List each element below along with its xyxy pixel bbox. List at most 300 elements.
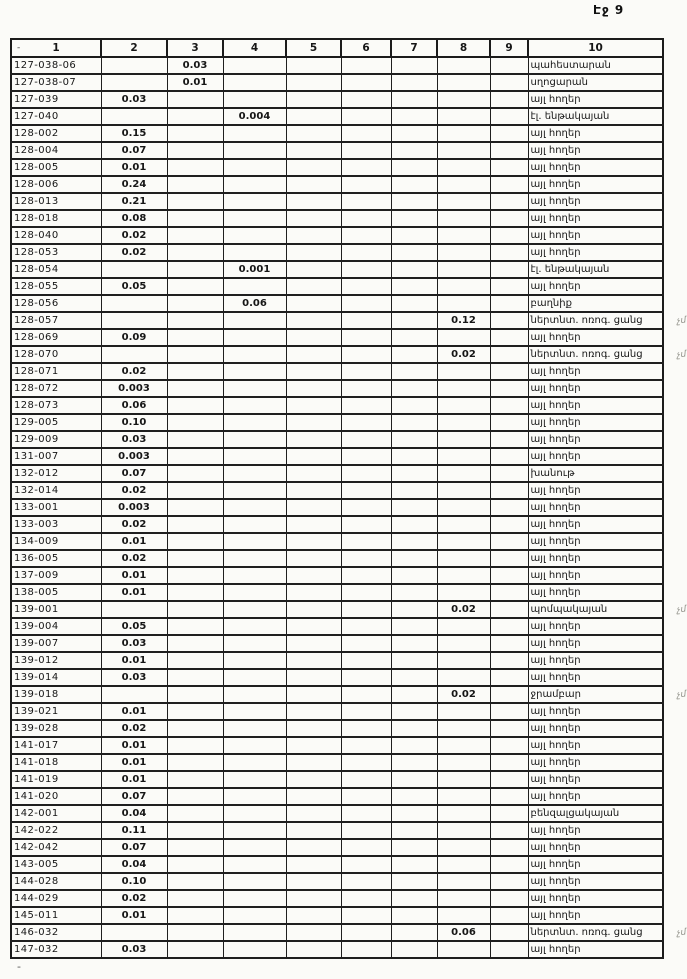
table-row (11, 261, 663, 278)
value-cell-col9 (490, 890, 528, 907)
value-cell-col6 (341, 839, 391, 856)
table-row (11, 754, 663, 771)
value-cell-col9 (490, 74, 528, 91)
value-cell-col7 (391, 567, 437, 584)
value-cell-col7 (391, 890, 437, 907)
value-cell-col8 (437, 652, 490, 669)
value-cell-col8 (437, 941, 490, 958)
value-cell-col7 (391, 924, 437, 941)
value-cell-col8 (437, 193, 490, 210)
value-cell-col3 (167, 295, 223, 312)
value-cell-col4 (223, 91, 286, 108)
value-cell-col4 (223, 465, 286, 482)
value-cell-col4 (223, 567, 286, 584)
value-cell-col8 (437, 822, 490, 839)
value-cell-col7 (391, 329, 437, 346)
value-cell-col7 (391, 227, 437, 244)
value-cell-col9 (490, 431, 528, 448)
value-cell-col8 (437, 108, 490, 125)
parcel-code: 128-004 (11, 142, 101, 159)
value-cell-col5 (286, 550, 341, 567)
value-cell-col3 (167, 805, 223, 822)
value-cell-col6 (341, 312, 391, 329)
table-row (11, 788, 663, 805)
parcel-code: 144-029 (11, 890, 101, 907)
value-cell-col7 (391, 57, 437, 74)
value-cell-col8 (437, 805, 490, 822)
value-cell-col7 (391, 108, 437, 125)
value-cell-col9 (490, 720, 528, 737)
land-use-label: այլ հողեր (528, 431, 663, 448)
value-cell-col7 (391, 363, 437, 380)
value-cell-col2: 0.01 (101, 703, 167, 720)
value-cell-col4 (223, 397, 286, 414)
value-cell-col4 (223, 907, 286, 924)
value-cell-col9 (490, 924, 528, 941)
column-header-2: 2 (101, 39, 167, 57)
table-row (11, 890, 663, 907)
land-use-label: այլ հողեր (528, 533, 663, 550)
value-cell-col7 (391, 754, 437, 771)
value-cell-col6 (341, 516, 391, 533)
value-cell-col8: 0.12 (437, 312, 490, 329)
value-cell-col5 (286, 193, 341, 210)
land-use-label: բաղնիք (528, 295, 663, 312)
value-cell-col7 (391, 601, 437, 618)
value-cell-col3 (167, 380, 223, 397)
value-cell-col4: 0.004 (223, 108, 286, 125)
value-cell-col6 (341, 142, 391, 159)
value-cell-col8 (437, 703, 490, 720)
value-cell-col5 (286, 57, 341, 74)
value-cell-col5 (286, 652, 341, 669)
value-cell-col5 (286, 397, 341, 414)
value-cell-col4 (223, 669, 286, 686)
value-cell-col9 (490, 516, 528, 533)
parcel-code: 139-012 (11, 652, 101, 669)
parcel-code: 147-032 (11, 941, 101, 958)
value-cell-col7 (391, 397, 437, 414)
value-cell-col8: 0.06 (437, 924, 490, 941)
land-use-label: այլ հողեր (528, 652, 663, 669)
value-cell-col3 (167, 210, 223, 227)
value-cell-col5 (286, 720, 341, 737)
value-cell-col3 (167, 601, 223, 618)
parcel-code: 128-013 (11, 193, 101, 210)
value-cell-col7 (391, 414, 437, 431)
value-cell-col7 (391, 652, 437, 669)
value-cell-col5 (286, 941, 341, 958)
value-cell-col5 (286, 363, 341, 380)
value-cell-col2 (101, 295, 167, 312)
parcel-code: 132-014 (11, 482, 101, 499)
table-row (11, 499, 663, 516)
value-cell-col5 (286, 584, 341, 601)
land-use-label: այլ հողեր (528, 414, 663, 431)
value-cell-col9 (490, 57, 528, 74)
value-cell-col7 (391, 822, 437, 839)
parcel-code: 137-009 (11, 567, 101, 584)
value-cell-col7 (391, 720, 437, 737)
value-cell-col6 (341, 601, 391, 618)
table-row (11, 448, 663, 465)
table-row (11, 227, 663, 244)
value-cell-col3 (167, 193, 223, 210)
value-cell-col4 (223, 533, 286, 550)
value-cell-col8 (437, 669, 490, 686)
value-cell-col2: 0.01 (101, 771, 167, 788)
value-cell-col9 (490, 635, 528, 652)
parcel-code: 142-022 (11, 822, 101, 839)
column-header-10: 10 (528, 39, 663, 57)
value-cell-col2: 0.03 (101, 91, 167, 108)
value-cell-col6 (341, 635, 391, 652)
value-cell-col7 (391, 346, 437, 363)
value-cell-col6 (341, 125, 391, 142)
value-cell-col2: 0.02 (101, 720, 167, 737)
column-header-8: 8 (437, 39, 490, 57)
parcel-code: 128-073 (11, 397, 101, 414)
table-row (11, 397, 663, 414)
value-cell-col4 (223, 193, 286, 210)
corner-mark: - (17, 43, 21, 53)
land-use-label: ներտնտ. ոռոգ. ցանց չմ (528, 346, 663, 363)
value-cell-col5 (286, 227, 341, 244)
value-cell-col7 (391, 771, 437, 788)
stray-mark: - (17, 960, 21, 973)
value-cell-col4 (223, 363, 286, 380)
value-cell-col6 (341, 771, 391, 788)
value-cell-col6 (341, 176, 391, 193)
value-cell-col6 (341, 295, 391, 312)
value-cell-col3 (167, 176, 223, 193)
value-cell-col3 (167, 550, 223, 567)
value-cell-col4 (223, 618, 286, 635)
value-cell-col8 (437, 74, 490, 91)
parcel-code: 128-006 (11, 176, 101, 193)
land-use-label: այլ հողեր (528, 516, 663, 533)
value-cell-col6 (341, 754, 391, 771)
land-use-label: այլ հողեր (528, 618, 663, 635)
value-cell-col6 (341, 414, 391, 431)
value-cell-col2 (101, 108, 167, 125)
parcel-code: 128-069 (11, 329, 101, 346)
value-cell-col2: 0.05 (101, 618, 167, 635)
value-cell-col4 (223, 57, 286, 74)
parcel-code: 129-009 (11, 431, 101, 448)
value-cell-col6 (341, 720, 391, 737)
value-cell-col5 (286, 737, 341, 754)
value-cell-col4 (223, 380, 286, 397)
value-cell-col5 (286, 431, 341, 448)
value-cell-col3 (167, 652, 223, 669)
value-cell-col2: 0.07 (101, 142, 167, 159)
value-cell-col3 (167, 584, 223, 601)
value-cell-col8 (437, 482, 490, 499)
value-cell-col4 (223, 74, 286, 91)
land-use-label: ներտնտ. ոռոգ. ցանց չմ (528, 924, 663, 941)
value-cell-col3 (167, 312, 223, 329)
value-cell-col2 (101, 74, 167, 91)
column-header-6: 6 (341, 39, 391, 57)
value-cell-col9 (490, 312, 528, 329)
value-cell-col8 (437, 873, 490, 890)
value-cell-col4 (223, 516, 286, 533)
table-row (11, 550, 663, 567)
table-row (11, 703, 663, 720)
value-cell-col4 (223, 312, 286, 329)
value-cell-col3 (167, 414, 223, 431)
value-cell-col5 (286, 873, 341, 890)
value-cell-col3 (167, 771, 223, 788)
value-cell-col9 (490, 414, 528, 431)
table-row (11, 431, 663, 448)
land-use-label: այլ հողեր (528, 329, 663, 346)
value-cell-col7 (391, 431, 437, 448)
value-cell-col4 (223, 482, 286, 499)
value-cell-col9 (490, 822, 528, 839)
value-cell-col5 (286, 346, 341, 363)
value-cell-col4 (223, 142, 286, 159)
column-header-7: 7 (391, 39, 437, 57)
value-cell-col8: 0.02 (437, 601, 490, 618)
parcel-code: 128-056 (11, 295, 101, 312)
value-cell-col8 (437, 465, 490, 482)
value-cell-col3 (167, 533, 223, 550)
value-cell-col3 (167, 448, 223, 465)
parcel-code: 128-018 (11, 210, 101, 227)
table-row (11, 312, 663, 329)
value-cell-col4 (223, 329, 286, 346)
value-cell-col2: 0.21 (101, 193, 167, 210)
value-cell-col3 (167, 278, 223, 295)
parcel-code: 136-005 (11, 550, 101, 567)
land-use-label: այլ հողեր (528, 499, 663, 516)
table-row (11, 329, 663, 346)
value-cell-col9 (490, 839, 528, 856)
table-row (11, 567, 663, 584)
land-use-label: այլ հողեր (528, 397, 663, 414)
value-cell-col5 (286, 686, 341, 703)
parcel-code: 128-053 (11, 244, 101, 261)
value-cell-col3 (167, 465, 223, 482)
value-cell-col9 (490, 873, 528, 890)
value-cell-col6 (341, 431, 391, 448)
value-cell-col2: 0.01 (101, 737, 167, 754)
value-cell-col7 (391, 295, 437, 312)
value-cell-col5 (286, 703, 341, 720)
value-cell-col3 (167, 754, 223, 771)
table-row (11, 57, 663, 74)
value-cell-col7 (391, 261, 437, 278)
table-row (11, 720, 663, 737)
value-cell-col5 (286, 414, 341, 431)
value-cell-col6 (341, 448, 391, 465)
table-row (11, 635, 663, 652)
value-cell-col6 (341, 890, 391, 907)
value-cell-col7 (391, 941, 437, 958)
value-cell-col9 (490, 176, 528, 193)
value-cell-col3 (167, 142, 223, 159)
parcel-code: 128-072 (11, 380, 101, 397)
value-cell-col8 (437, 839, 490, 856)
value-cell-col4 (223, 635, 286, 652)
value-cell-col5 (286, 176, 341, 193)
value-cell-col2 (101, 57, 167, 74)
land-use-label: այլ հողեր (528, 737, 663, 754)
value-cell-col5 (286, 771, 341, 788)
value-cell-col5 (286, 669, 341, 686)
value-cell-col9 (490, 652, 528, 669)
land-use-label: ներտնտ. ոռոգ. ցանց չմ (528, 312, 663, 329)
parcel-code: 128-070 (11, 346, 101, 363)
value-cell-col8 (437, 907, 490, 924)
value-cell-col5 (286, 839, 341, 856)
value-cell-col7 (391, 686, 437, 703)
value-cell-col7 (391, 839, 437, 856)
value-cell-col6 (341, 91, 391, 108)
land-use-label: այլ հողեր (528, 227, 663, 244)
value-cell-col2: 0.08 (101, 210, 167, 227)
table-body (11, 57, 687, 958)
value-cell-col4 (223, 584, 286, 601)
value-cell-col5 (286, 465, 341, 482)
value-cell-col7 (391, 159, 437, 176)
value-cell-col3 (167, 91, 223, 108)
value-cell-col2 (101, 686, 167, 703)
value-cell-col5 (286, 805, 341, 822)
parcel-code: 138-005 (11, 584, 101, 601)
value-cell-col6 (341, 873, 391, 890)
table-row (11, 601, 663, 618)
value-cell-col6 (341, 278, 391, 295)
value-cell-col3 (167, 856, 223, 873)
value-cell-col8 (437, 414, 490, 431)
parcel-code: 141-017 (11, 737, 101, 754)
value-cell-col4 (223, 822, 286, 839)
value-cell-col7 (391, 618, 437, 635)
value-cell-col3 (167, 516, 223, 533)
value-cell-col7 (391, 499, 437, 516)
value-cell-col5 (286, 108, 341, 125)
table-row (11, 618, 663, 635)
value-cell-col6 (341, 57, 391, 74)
value-cell-col8 (437, 227, 490, 244)
value-cell-col3 (167, 890, 223, 907)
value-cell-col3 (167, 737, 223, 754)
land-use-label: այլ հողեր (528, 550, 663, 567)
land-table (10, 38, 687, 959)
value-cell-col3 (167, 941, 223, 958)
value-cell-col6 (341, 822, 391, 839)
land-use-label: այլ հողեր (528, 839, 663, 856)
land-use-label: այլ հողեր (528, 142, 663, 159)
value-cell-col6 (341, 329, 391, 346)
parcel-code: 133-003 (11, 516, 101, 533)
value-cell-col9 (490, 142, 528, 159)
land-use-label: այլ հողեր (528, 635, 663, 652)
value-cell-col9 (490, 482, 528, 499)
value-cell-col2: 0.01 (101, 567, 167, 584)
value-cell-col6 (341, 261, 391, 278)
value-cell-col9 (490, 346, 528, 363)
value-cell-col6 (341, 499, 391, 516)
value-cell-col9 (490, 856, 528, 873)
value-cell-col3 (167, 261, 223, 278)
land-use-label: այլ հողեր (528, 941, 663, 958)
table-row (11, 482, 663, 499)
table-row (11, 584, 663, 601)
value-cell-col6 (341, 567, 391, 584)
value-cell-col2: 0.06 (101, 397, 167, 414)
value-cell-col8 (437, 567, 490, 584)
value-cell-col3 (167, 482, 223, 499)
value-cell-col7 (391, 125, 437, 142)
value-cell-col6 (341, 907, 391, 924)
value-cell-col4 (223, 652, 286, 669)
land-use-label: բենզալցակայան (528, 805, 663, 822)
value-cell-col4 (223, 720, 286, 737)
value-cell-col6 (341, 550, 391, 567)
value-cell-col9 (490, 805, 528, 822)
value-cell-col9 (490, 125, 528, 142)
value-cell-col8 (437, 278, 490, 295)
value-cell-col6 (341, 652, 391, 669)
land-use-label: այլ հողեր (528, 193, 663, 210)
value-cell-col8 (437, 57, 490, 74)
value-cell-col8 (437, 91, 490, 108)
value-cell-col2 (101, 312, 167, 329)
value-cell-col4 (223, 771, 286, 788)
value-cell-col7 (391, 193, 437, 210)
value-cell-col2: 0.02 (101, 482, 167, 499)
value-cell-col7 (391, 635, 437, 652)
value-cell-col9 (490, 601, 528, 618)
value-cell-col2: 0.07 (101, 465, 167, 482)
land-use-label: այլ հողեր (528, 754, 663, 771)
table-row (11, 414, 663, 431)
value-cell-col5 (286, 380, 341, 397)
value-cell-col7 (391, 465, 437, 482)
value-cell-col7 (391, 278, 437, 295)
value-cell-col9 (490, 754, 528, 771)
value-cell-col4 (223, 414, 286, 431)
value-cell-col6 (341, 856, 391, 873)
value-cell-col9 (490, 567, 528, 584)
value-cell-col9 (490, 363, 528, 380)
value-cell-col8 (437, 550, 490, 567)
value-cell-col9 (490, 686, 528, 703)
value-cell-col2: 0.15 (101, 125, 167, 142)
value-cell-col5 (286, 295, 341, 312)
value-cell-col5 (286, 754, 341, 771)
value-cell-col4 (223, 125, 286, 142)
parcel-code: 145-011 (11, 907, 101, 924)
value-cell-col9 (490, 907, 528, 924)
value-cell-col4 (223, 754, 286, 771)
value-cell-col4 (223, 856, 286, 873)
value-cell-col8 (437, 397, 490, 414)
land-use-label: այլ հողեր (528, 822, 663, 839)
value-cell-col7 (391, 805, 437, 822)
value-cell-col2 (101, 261, 167, 278)
value-cell-col4 (223, 210, 286, 227)
value-cell-col3 (167, 346, 223, 363)
value-cell-col2: 0.003 (101, 448, 167, 465)
value-cell-col6 (341, 737, 391, 754)
table-row (11, 856, 663, 873)
column-header-4: 4 (223, 39, 286, 57)
